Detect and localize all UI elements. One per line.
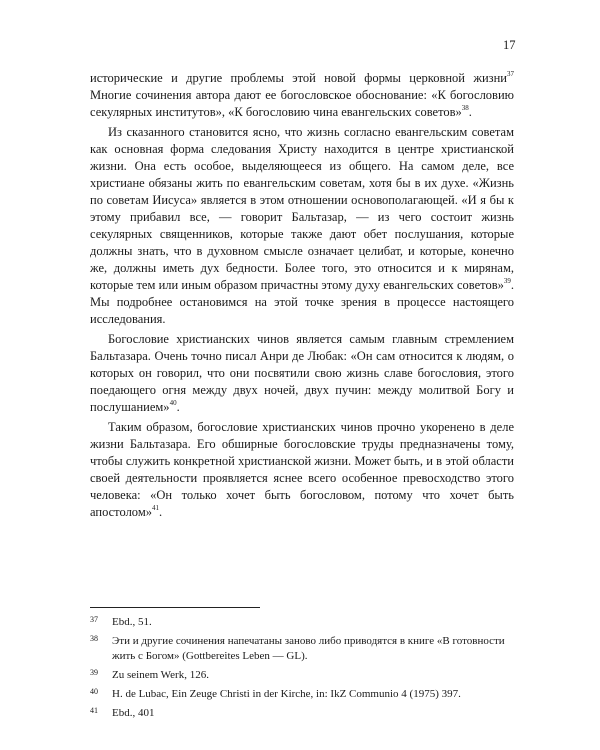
footnote-item	[90, 634, 514, 664]
footnote-text: Ebd., 401	[112, 707, 155, 719]
paragraph-text: исторические и другие проблемы этой новой формы церковной жизни	[90, 71, 507, 85]
footnote-ref-40[interactable]: 40	[169, 398, 177, 407]
paragraph-text: Таким образом, богословие христианских чинов прочно укоренено в деле жизни Бальтазара. Его обширные богословские труды предназначены тому, чтобы служить конкретной христианской жизни. Может быть, и в этой области своей деятельности проявляется яснее всего особенное превосходство этого человека: «Он только хочет быть богословом, потому что хочет быть апостолом»	[90, 420, 514, 519]
paragraph-text: Из сказанного становится ясно, что жизнь согласно евангельским советам как основная форма следования Христу находится в центре христианской жизни. Она есть особое, выделяющееся из общего. На самом деле, все христиане обязаны жить по евангельским советам, хотя бы в их духе. «Жизнь по советам Иисуса» является в этом отношении основополагающей. «И я бы к этому прибавил все, — говорит Бальтазар, — из чего состоит жизнь секулярных священников, которые также дают обет послушания, которые должны знать, что в духовном смысле означает целибат, и которые, конечно же, должны иметь дух бедности. Более того, это относится и к мирянам, которые тем или иным образом причастны этому духу евангельских советов»	[90, 125, 514, 292]
footnote-number: 37	[90, 615, 98, 624]
paragraph-3	[90, 331, 514, 416]
paragraph-2	[90, 124, 514, 328]
paragraph-text-cont: . Мы подробнее остановимся на этой точке зрения в процессе настоящего исследования.	[90, 278, 514, 326]
main-text	[90, 70, 514, 521]
paragraph-4	[90, 419, 514, 521]
footnote-divider	[90, 607, 260, 608]
footnotes	[90, 615, 514, 725]
page-number: 17	[503, 38, 516, 52]
footnote-number: 38	[90, 634, 98, 643]
footnote-ref-38[interactable]: 38	[461, 103, 469, 112]
footnote-text: Ebd., 51.	[112, 616, 152, 628]
footnote-item	[90, 706, 514, 721]
footnote-text: Эти и другие сочинения напечатаны заново либо приводятся в книге «В готовности жить с Богом» (Gottbereites Leben — GL).	[112, 635, 505, 662]
footnote-number: 40	[90, 687, 98, 696]
footnote-item	[90, 687, 514, 702]
footnote-item	[90, 668, 514, 683]
footnote-ref-37[interactable]: 37	[507, 69, 514, 78]
paragraph-text-cont: .	[158, 505, 163, 519]
footnote-number: 39	[90, 668, 98, 677]
paragraph-text-cont: .	[176, 400, 180, 414]
paragraph-text: Богословие христианских чинов является самым главным стремлением Бальтазара. Очень точно писал Анри де Любак: «Он сам относится к людям, о которых он говорил, что они посвятили свою жизнь славе богословия, этого поедающего огня между двух ночей, двух пучин: между молитвой Богу и послушанием»	[90, 332, 514, 414]
footnote-text: H. de Lubac, Ein Zeuge Christi in der Kirche, in: IkZ Communio 4 (1975) 397.	[112, 688, 461, 700]
paragraph-text-cont: Многие сочинения автора дают ее богословское обоснование: «К богословию секулярных институтов», «К богословию чина евангельских советов»	[90, 88, 514, 119]
footnote-number: 41	[90, 706, 98, 715]
footnote-ref-41[interactable]: 41	[151, 503, 159, 512]
footnote-text: Zu seinem Werk, 126.	[112, 669, 209, 681]
paragraph-1	[90, 70, 514, 121]
footnote-item	[90, 615, 514, 630]
paragraph-end: .	[468, 105, 472, 119]
footnote-ref-39[interactable]: 39	[503, 276, 511, 285]
